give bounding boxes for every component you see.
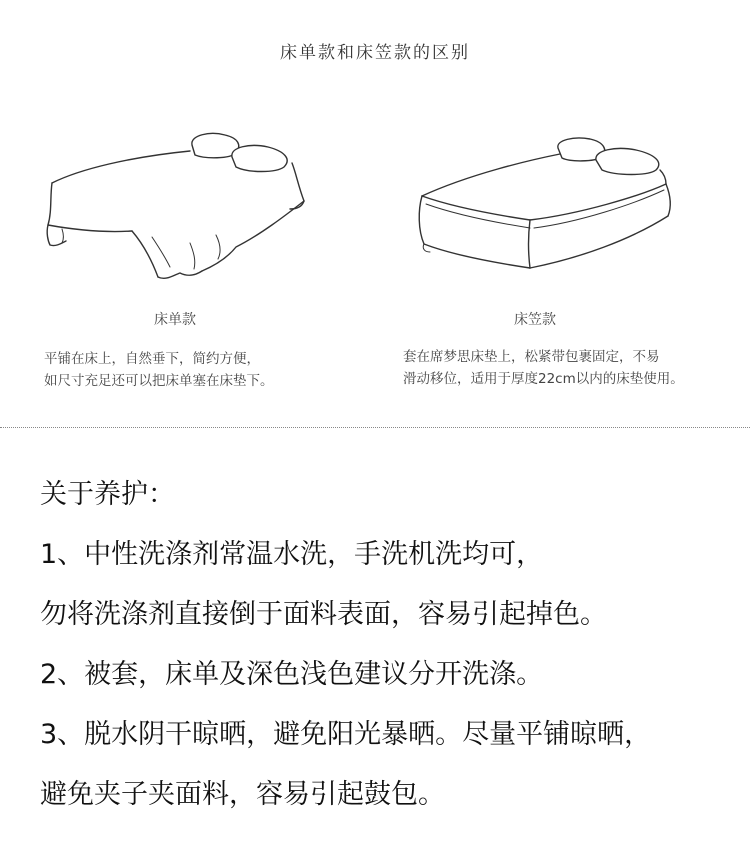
flat-sheet-bed-illustration	[40, 125, 320, 285]
fitted-sheet-desc-line: 套在席梦思床垫上，松紧带包裹固定，不易	[403, 349, 660, 365]
fitted-sheet-bed-illustration	[410, 130, 680, 290]
care-heading: 关于养护：	[40, 479, 175, 510]
flat-sheet-desc-line: 如尺寸充足还可以把床单塞在床垫下。	[44, 373, 274, 389]
flat-sheet-caption: 床单款	[154, 312, 196, 328]
fitted-sheet-caption: 床笠款	[514, 312, 556, 328]
care-line: 避免夹子夹面料，容易引起鼓包。	[40, 779, 445, 810]
fitted-sheet-desc-line: 滑动移位，适用于厚度22cm以内的床垫使用。	[403, 371, 684, 387]
flat-sheet-desc-line: 平铺在床上，自然垂下，简约方便，	[44, 351, 260, 367]
fitted-sheet-description	[403, 346, 684, 390]
care-line: 勿将洗涤剂直接倒于面料表面，容易引起掉色。	[40, 599, 607, 630]
section-divider	[0, 427, 750, 428]
care-line: 3、脱水阴干晾晒，避免阳光暴晒。尽量平铺晾晒，	[40, 719, 652, 750]
care-line: 1、中性洗涤剂常温水洗，手洗机洗均可，	[40, 539, 544, 570]
flat-sheet-description	[44, 348, 274, 392]
page-title: 床单款和床笠款的区别	[280, 43, 470, 63]
care-line: 2、被套，床单及深色浅色建议分开洗涤。	[40, 659, 544, 690]
